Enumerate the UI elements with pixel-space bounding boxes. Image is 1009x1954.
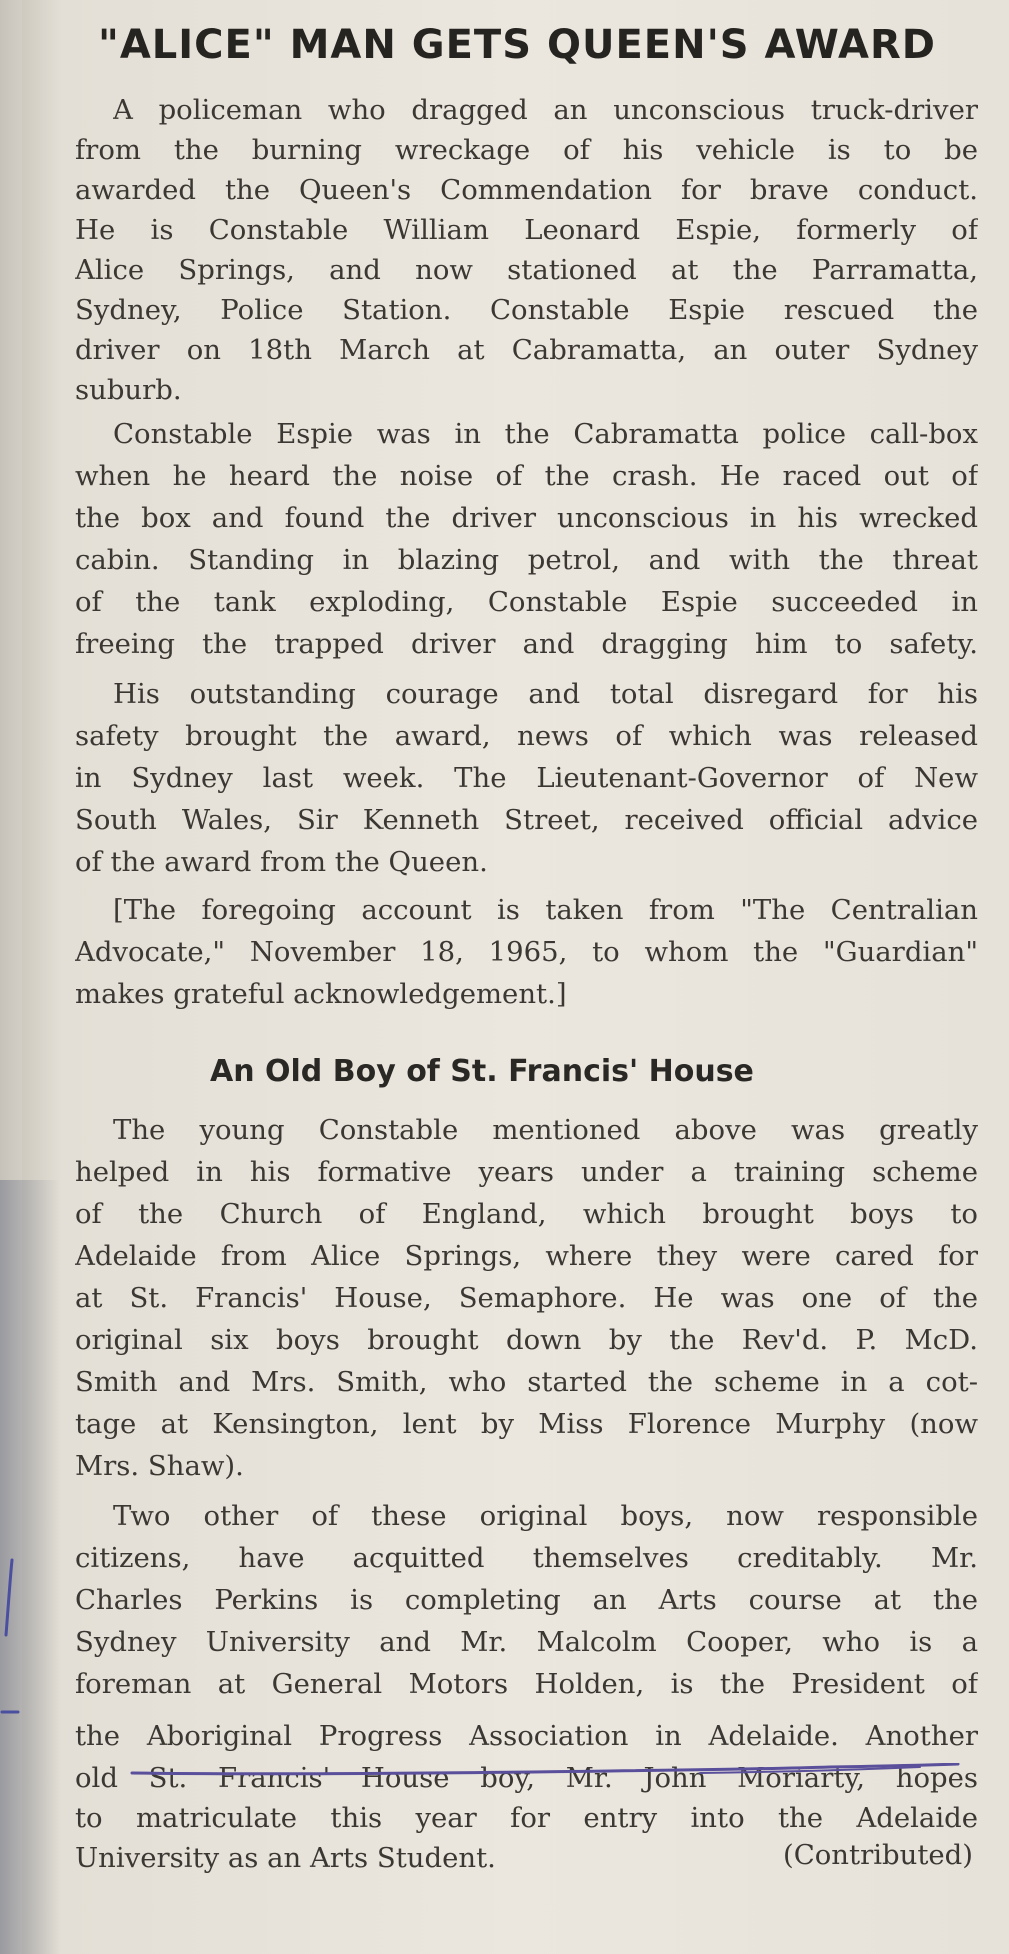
article1-line: driver on 18th March at Cabramatta, an outer Sydney xyxy=(75,334,978,366)
article1-line: the box and found the driver unconscious in his wrecked xyxy=(75,502,978,534)
article2-line: the Aboriginal Progress Association in Adelaide. Another xyxy=(75,1720,978,1752)
article2-line: Mrs. Shaw). xyxy=(75,1450,244,1482)
article2-line: of the Church of England, which brought boys to xyxy=(75,1198,978,1230)
article1-line: suburb. xyxy=(75,374,182,406)
article2-line: Two other of these original boys, now responsible xyxy=(113,1500,978,1532)
headline: "ALICE" MAN GETS QUEEN'S AWARD xyxy=(98,22,936,68)
article2-line: helped in his formative years under a training scheme xyxy=(75,1156,978,1188)
article2-line: Adelaide from Alice Springs, where they were cared for xyxy=(75,1240,978,1272)
article1-line: Alice Springs, and now stationed at the Parramatta, xyxy=(75,254,978,286)
article2-line: University as an Arts Student. xyxy=(75,1842,496,1874)
article2-line: foreman at General Motors Holden, is the President of xyxy=(75,1668,978,1700)
article1-line: freeing the trapped driver and dragging him to safety. xyxy=(75,628,978,660)
article1-line: awarded the Queen's Commendation for brave conduct. xyxy=(75,174,978,206)
article1-line: of the award from the Queen. xyxy=(75,846,488,878)
article1-line: South Wales, Sir Kenneth Street, received official advice xyxy=(75,804,978,836)
article2-line: Smith and Mrs. Smith, who started the scheme in a cot- xyxy=(75,1366,978,1398)
article1-line: safety brought the award, news of which was released xyxy=(75,720,978,752)
article2-line: The young Constable mentioned above was greatly xyxy=(113,1114,978,1146)
article1-line: in Sydney last week. The Lieutenant-Governor of New xyxy=(75,762,978,794)
article1-line: He is Constable William Leonard Espie, formerly of xyxy=(75,214,978,246)
article1-line: cabin. Standing in blazing petrol, and with the threat xyxy=(75,544,978,576)
editorial-note-line: [The foregoing account is taken from "The Centralian xyxy=(113,894,978,926)
article2-line: old St. Francis' House boy, Mr. John Moriarty, hopes xyxy=(75,1762,978,1794)
article1-line: from the burning wreckage of his vehicle is to be xyxy=(75,134,978,166)
editorial-note-line: Advocate," November 18, 1965, to whom the "Guardian" xyxy=(75,936,978,968)
article2-line: original six boys brought down by the Rev'd. P. McD. xyxy=(75,1324,978,1356)
pen-margin-mark xyxy=(0,1540,30,1740)
article2-line: tage at Kensington, lent by Miss Florence Murphy (now xyxy=(75,1408,978,1440)
subheading: An Old Boy of St. Francis' House xyxy=(210,1054,754,1089)
article1-line: Constable Espie was in the Cabramatta police call-box xyxy=(113,418,978,450)
article2-line: citizens, have acquitted themselves creditably. Mr. xyxy=(75,1542,978,1574)
article2-line: Sydney University and Mr. Malcolm Cooper, who is a xyxy=(75,1626,978,1658)
article1-line: His outstanding courage and total disregard for his xyxy=(113,678,978,710)
contributed-credit: (Contributed) xyxy=(782,1839,973,1871)
article1-line: A policeman who dragged an unconscious truck-driver xyxy=(113,94,978,126)
article1-line: of the tank exploding, Constable Espie succeeded in xyxy=(75,586,978,618)
editorial-note-line: makes grateful acknowledgement.] xyxy=(75,978,567,1010)
article2-line: Charles Perkins is completing an Arts course at the xyxy=(75,1584,978,1616)
article1-line: when he heard the noise of the crash. He raced out of xyxy=(75,460,978,492)
article2-line: at St. Francis' House, Semaphore. He was one of the xyxy=(75,1282,978,1314)
article2-line: to matriculate this year for entry into the Adelaide xyxy=(75,1802,978,1834)
pen-underline-mark xyxy=(130,1763,960,1777)
article1-line: Sydney, Police Station. Constable Espie rescued the xyxy=(75,294,978,326)
